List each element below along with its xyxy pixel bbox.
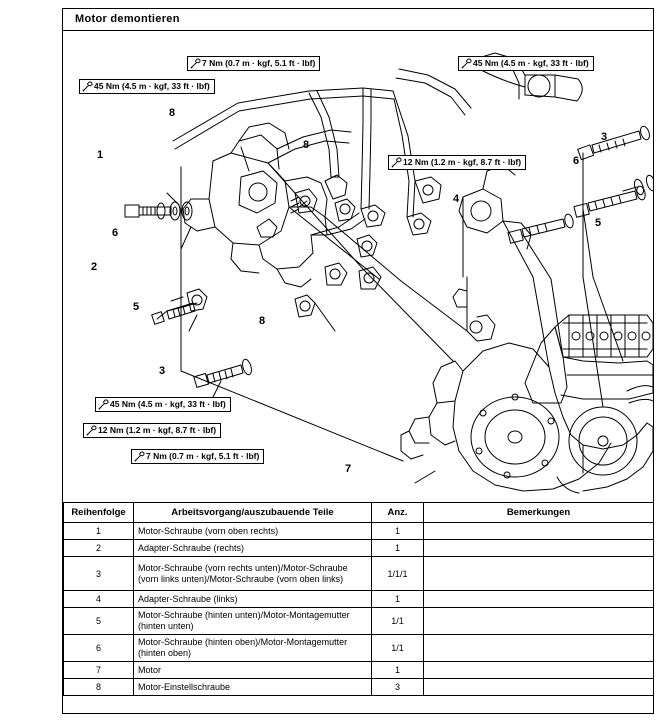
figure-label-7: 7 bbox=[345, 463, 352, 475]
figure-label-5b: 5 bbox=[595, 217, 602, 229]
cell-quantity: 1/1/1 bbox=[372, 557, 424, 591]
cell-remarks bbox=[424, 540, 654, 557]
header-sequence: Reihenfolge bbox=[64, 503, 134, 523]
cell-quantity: 1 bbox=[372, 523, 424, 540]
table-header-row bbox=[64, 503, 654, 523]
cell-sequence: 6 bbox=[64, 635, 134, 662]
torque-callout-5 bbox=[95, 397, 231, 412]
cell-remarks bbox=[424, 679, 654, 696]
figure-label-6b: 6 bbox=[573, 155, 580, 167]
header-remarks: Bemerkungen bbox=[424, 503, 654, 523]
manual-page bbox=[62, 8, 654, 714]
figure-label-1: 1 bbox=[97, 149, 104, 161]
cell-operation: Adapter-Schraube (links) bbox=[134, 591, 372, 608]
page-title-bar bbox=[63, 9, 653, 31]
parts-table bbox=[63, 502, 654, 696]
cell-remarks bbox=[424, 523, 654, 540]
torque-callout-3 bbox=[458, 56, 594, 71]
figure-label-8c: 8 bbox=[259, 315, 266, 327]
torque-callout-3-text: 45 Nm (4.5 m · kgf, 33 ft · lbf) bbox=[473, 58, 589, 68]
figure-label-8b: 8 bbox=[303, 139, 310, 151]
cell-operation: Adapter-Schraube (rechts) bbox=[134, 540, 372, 557]
cell-operation: Motor-Schraube (hinten oben)/Motor-Montagemutter (hinten oben) bbox=[134, 635, 372, 662]
cell-operation: Motor-Schraube (hinten unten)/Motor-Montagemutter (hinten unten) bbox=[134, 608, 372, 635]
wrench-icon bbox=[86, 425, 97, 436]
table-row bbox=[64, 591, 654, 608]
table-row bbox=[64, 540, 654, 557]
cell-quantity: 1/1 bbox=[372, 635, 424, 662]
cell-quantity: 1 bbox=[372, 662, 424, 679]
torque-callout-6-text: 12 Nm (1.2 m · kgf, 8.7 ft · lbf) bbox=[98, 425, 217, 435]
cell-quantity: 1/1 bbox=[372, 608, 424, 635]
wrench-icon bbox=[98, 399, 109, 410]
figure-label-5a: 5 bbox=[133, 301, 140, 313]
table-row bbox=[64, 523, 654, 540]
torque-callout-5-text: 45 Nm (4.5 m · kgf, 33 ft · lbf) bbox=[110, 399, 226, 409]
table-row bbox=[64, 608, 654, 635]
cell-remarks bbox=[424, 591, 654, 608]
cell-quantity: 1 bbox=[372, 540, 424, 557]
torque-callout-2-text: 7 Nm (0.7 m · kgf, 5.1 ft · lbf) bbox=[202, 58, 316, 68]
figure-label-3b: 3 bbox=[601, 131, 608, 143]
cell-sequence: 5 bbox=[64, 608, 134, 635]
header-quantity: Anz. bbox=[372, 503, 424, 523]
torque-callout-6 bbox=[83, 423, 221, 438]
torque-callout-7-text: 7 Nm (0.7 m · kgf, 5.1 ft · lbf) bbox=[146, 451, 260, 461]
cell-operation: Motor-Einstellschraube bbox=[134, 679, 372, 696]
figure-label-4: 4 bbox=[453, 193, 460, 205]
cell-remarks bbox=[424, 557, 654, 591]
cell-remarks bbox=[424, 662, 654, 679]
torque-callout-1-text: 45 Nm (4.5 m · kgf, 33 ft · lbf) bbox=[94, 81, 210, 91]
torque-callout-7 bbox=[131, 449, 264, 464]
torque-callout-4-text: 12 Nm (1.2 m · kgf, 8.7 ft · lbf) bbox=[403, 157, 522, 167]
table-row bbox=[64, 662, 654, 679]
wrench-icon bbox=[190, 58, 201, 69]
cell-quantity: 3 bbox=[372, 679, 424, 696]
cell-quantity: 1 bbox=[372, 591, 424, 608]
cell-sequence: 8 bbox=[64, 679, 134, 696]
wrench-icon bbox=[391, 157, 402, 168]
cell-sequence: 3 bbox=[64, 557, 134, 591]
cell-operation: Motor-Schraube (vorn oben rechts) bbox=[134, 523, 372, 540]
page-title: Motor demontieren bbox=[75, 13, 180, 25]
wrench-icon bbox=[82, 81, 93, 92]
parts-table-container bbox=[63, 502, 653, 696]
torque-callout-1 bbox=[79, 79, 215, 94]
header-operation: Arbeitsvorgang/auszubauende Teile bbox=[134, 503, 372, 523]
figure-label-3a: 3 bbox=[159, 365, 166, 377]
table-row bbox=[64, 679, 654, 696]
cell-sequence: 1 bbox=[64, 523, 134, 540]
table-row bbox=[64, 635, 654, 662]
cell-sequence: 2 bbox=[64, 540, 134, 557]
cell-sequence: 4 bbox=[64, 591, 134, 608]
figure-label-8a: 8 bbox=[169, 107, 176, 119]
exploded-diagram bbox=[63, 31, 653, 502]
figure-label-2: 2 bbox=[91, 261, 98, 273]
torque-callout-4 bbox=[388, 155, 526, 170]
cell-remarks bbox=[424, 608, 654, 635]
wrench-icon bbox=[134, 451, 145, 462]
cell-operation: Motor-Schraube (vorn rechts unten)/Motor-Schraube (vorn links unten)/Motor-Schraube (vorn oben links) bbox=[134, 557, 372, 591]
table-row bbox=[64, 557, 654, 591]
torque-callout-2 bbox=[187, 56, 320, 71]
wrench-icon bbox=[461, 58, 472, 69]
cell-remarks bbox=[424, 635, 654, 662]
figure-label-6: 6 bbox=[112, 227, 119, 239]
cell-operation: Motor bbox=[134, 662, 372, 679]
cell-sequence: 7 bbox=[64, 662, 134, 679]
